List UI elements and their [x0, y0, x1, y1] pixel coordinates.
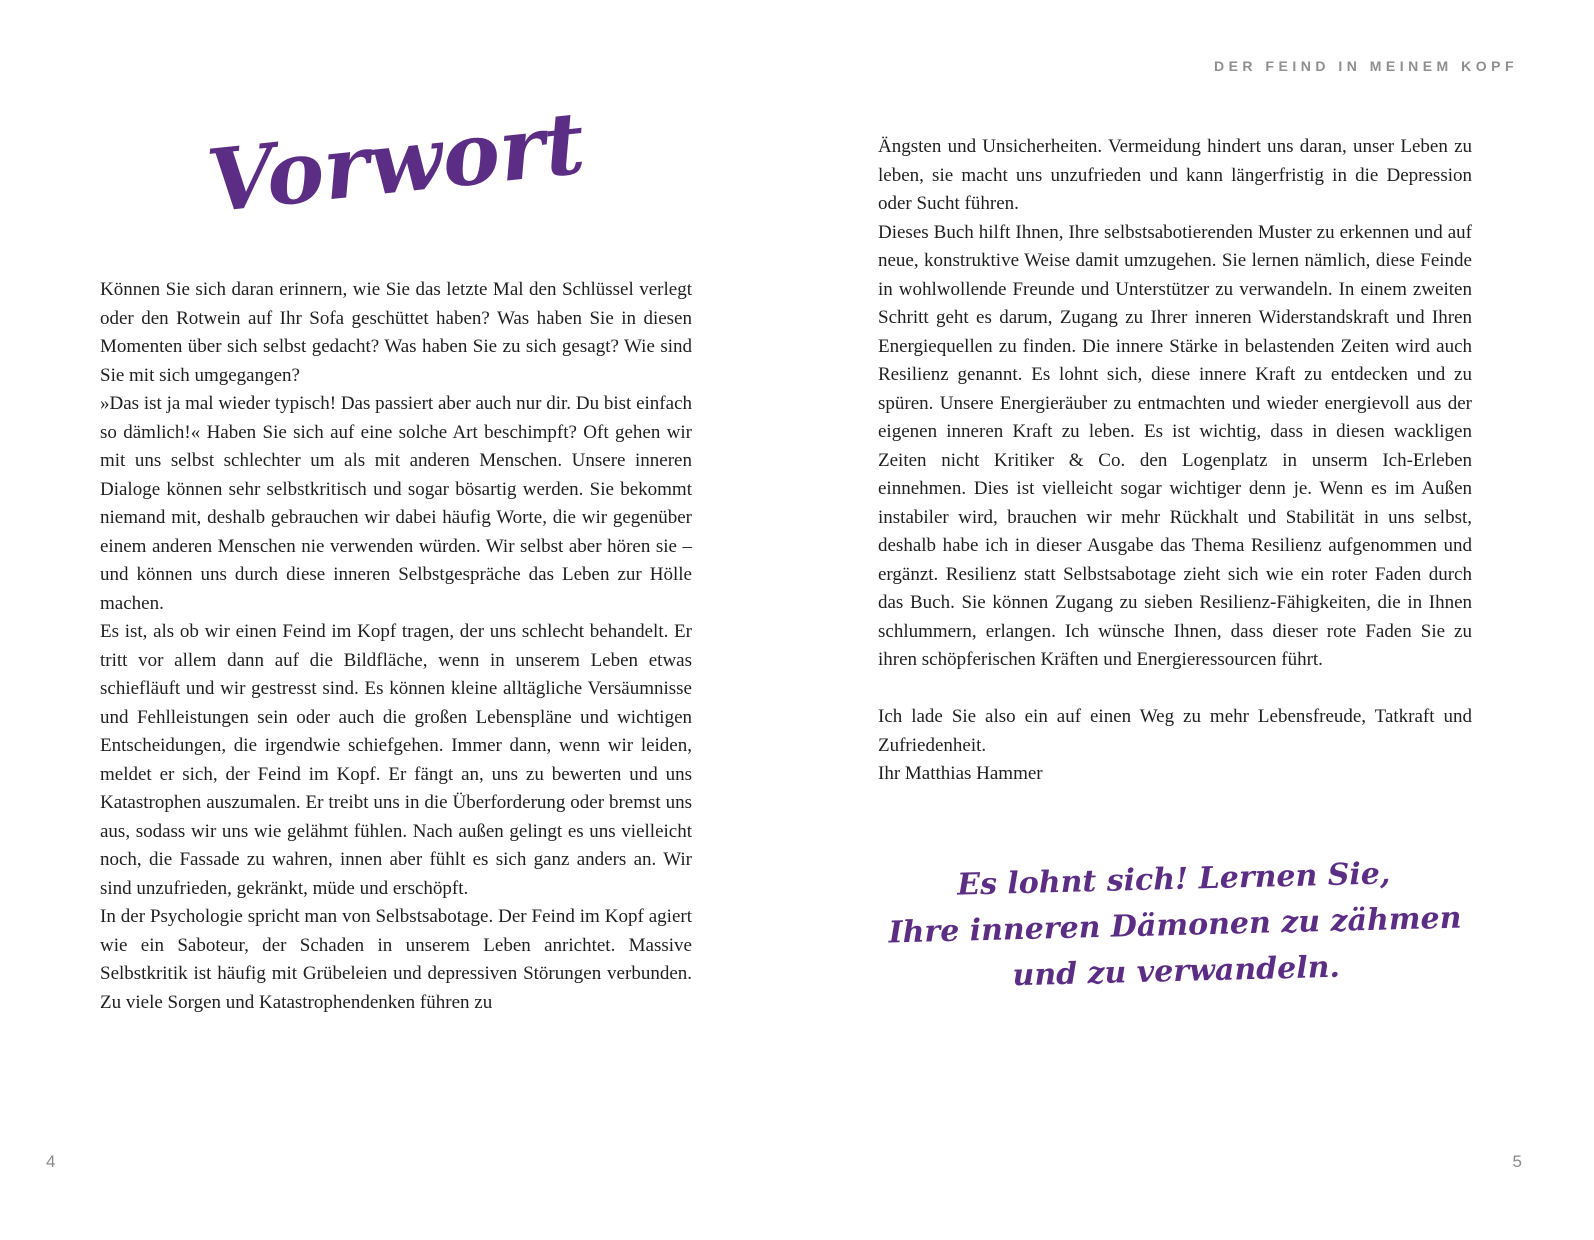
quote-line: Ihre inneren Dämonen zu zähmen	[888, 900, 1462, 950]
chapter-heading: Vorwort	[202, 92, 590, 233]
closing-paragraph: Ich lade Sie also ein auf einen Weg zu mehr Lebensfreude, Tatkraft und Zufriedenheit.	[878, 706, 1472, 756]
author-signature: Ihr Matthias Hammer	[878, 763, 1043, 784]
paragraph: In der Psychologie spricht man von Selbstsabotage. Der Feind im Kopf agiert wie ein Saboteur, der Schaden in unserem Leben anrichtet. Massive Selbstkritik ist häufig mit Grübeleien und depressiven Störungen verbunden. Zu viele Sorgen und Katastrophendenken führen zu	[100, 906, 692, 1013]
page-number-left: 4	[46, 1152, 56, 1171]
paragraph: Ängsten und Unsicherheiten. Vermeidung hindert uns daran, unser Leben zu leben, sie macht uns unzufrieden und kann längerfristig in die Depression oder Sucht führen.	[878, 136, 1472, 214]
right-page-body	[878, 133, 1472, 789]
running-header: DER FEIND IN MEINEM KOPF	[1213, 58, 1518, 74]
quote-line: Es lohnt sich! Lernen Sie,	[956, 855, 1391, 903]
left-page-body	[100, 276, 692, 1017]
handwritten-quote	[876, 849, 1473, 1003]
page-number-right: 5	[1512, 1152, 1522, 1171]
paragraph: »Das ist ja mal wieder typisch! Das passiert aber auch nur dir. Du bist einfach so dämlich!« Haben Sie sich auf eine solche Art beschimpft? Oft gehen wir mit uns selbst schlechter um als mit anderen Menschen. Unsere inneren Dialoge können sehr selbstkritisch und sogar bösartig werden. Sie bekommt niemand mit, deshalb gebrauchen wir dabei häufig Worte, die wir gegenüber einem anderen Menschen nie verwenden würden. Wir selbst aber hören sie – und können uns durch diese inneren Selbstgespräche das Leben zur Hölle machen.	[100, 393, 692, 614]
right-page	[878, 133, 1472, 995]
quote-line: und zu verwandeln.	[1012, 949, 1341, 993]
paragraph: Dieses Buch hilft Ihnen, Ihre selbstsabotierenden Muster zu erkennen und auf neue, konstruktive Weise damit umzugehen. Sie lernen nämlich, diese Feinde in wohlwollende Freunde und Unterstützer zu verwandeln. In einem zweiten Schritt geht es darum, Zugang zu Ihrer inneren Widerstandskraft und Ihren Energiequellen zu finden. Die innere Stärke in belastenden Zeiten wird auch Resilienz genannt. Es lohnt sich, diese innere Kraft zu entdecken und zu spüren. Unsere Energieräuber zu entmachten und wieder energievoll aus der eigenen inneren Kraft zu leben. Es ist wichtig, dass in diesen wackligen Zeiten nicht Kritiker & Co. den Logenplatz in unserm Ich-Erleben einnehmen. Dies ist vielleicht sogar wichtiger denn je. Wenn es im Außen instabiler wird, brauchen wir mehr Rückhalt und Stabilität in uns selbst, deshalb habe ich in dieser Ausgabe das Thema Resilienz aufgenommen und ergänzt. Resilienz statt Selbstsabotage zieht sich wie ein roter Faden durch das Buch. Sie können Zugang zu sieben Resilienz-Fähigkeiten, die in Ihnen schlummern, erlangen. Ich wünsche Ihnen, dass dieser rote Faden Sie zu ihren schöpferischen Kräften und Energieressourcen führt.	[878, 221, 1472, 670]
paragraph: Können Sie sich daran erinnern, wie Sie das letzte Mal den Schlüssel verlegt oder den Rotwein auf Ihr Sofa geschüttet haben? Was haben Sie in diesen Momenten über sich selbst gedacht? Was haben Sie zu sich gesagt? Wie sind Sie mit sich umgegangen?	[100, 279, 692, 386]
paragraph: Es ist, als ob wir einen Feind im Kopf tragen, der uns schlecht behandelt. Er tritt vor allem dann auf die Bildfläche, wenn in unserem Leben etwas schiefläuft und wir gestresst sind. Es können kleine alltägliche Versäumnisse und Fehlleistungen sein oder auch die großen Lebenspläne und wichtigen Entscheidungen, die irgendwie schiefgehen. Immer dann, wenn wir leiden, meldet er sich, der Feind im Kopf. Er fängt an, uns zu bewerten und uns Katastrophen auszumalen. Er treibt uns in die Überforderung oder bremst uns aus, sodass wir uns wie gelähmt fühlen. Nach außen gelingt es uns vielleicht noch, die Fassade zu wahren, innen aber fühlt es sich ganz anders an. Wir sind unzufrieden, gekränkt, müde und erschöpft.	[100, 621, 692, 899]
left-page	[100, 92, 692, 1017]
